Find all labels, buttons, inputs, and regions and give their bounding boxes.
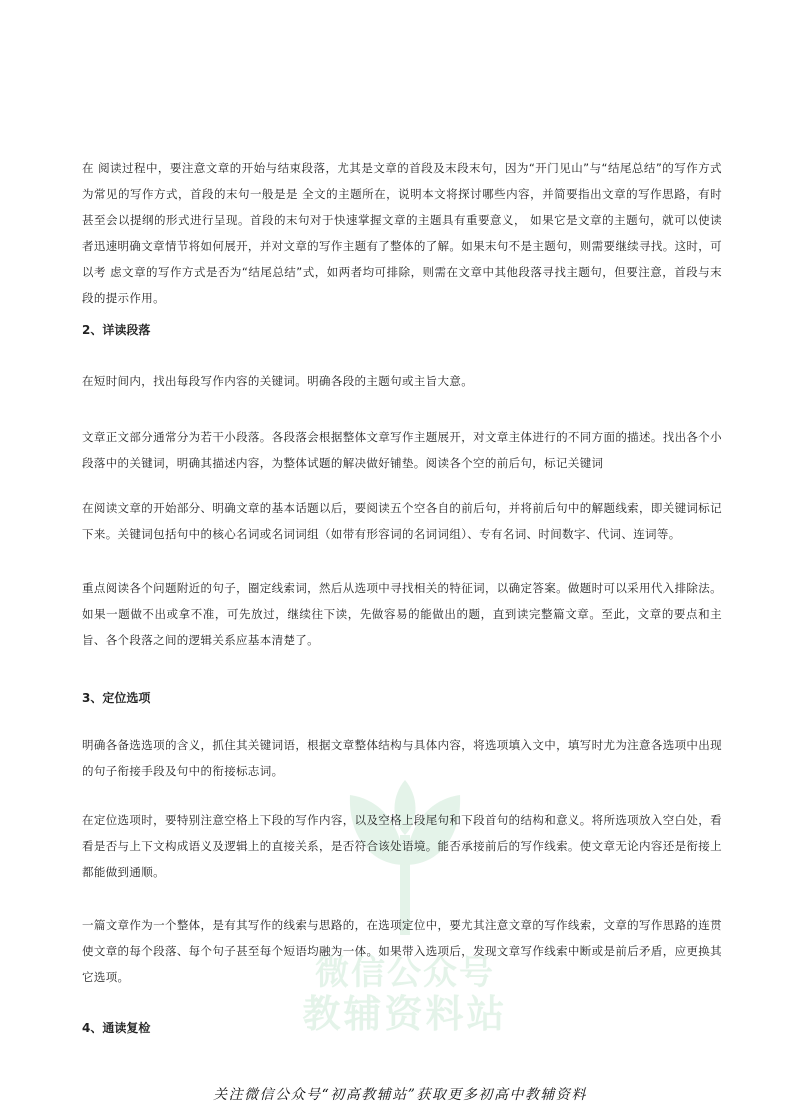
section-heading-3: 3、定位选项	[82, 691, 151, 705]
watermark-line-2: 教辅资料站	[302, 992, 508, 1036]
section-heading-4: 4、通读复检	[82, 1021, 151, 1035]
paragraph-7: 在定位选项时，要特别注意空格上下段的写作内容，以及空格上段尾句和下段首句的结构和意义。将所选项放入空白处，看看是否与上下文构成语义及逻辑上的直接关系，是否符合该处语境。能否承接前后的写作线索。使文章无论内容还是衔接上都能做到通顺。	[82, 813, 722, 879]
paragraph-8: 一篇文章作为一个整体，是有其写作的线索与思路的，在选项定位中，要尤其注意文章的写作线索，文章的写作思路的连贯使文章的每个段落、每个句子甚至每个短语均融为一体。如果带入选项后，发现文章写作线索中断或是前后矛盾，应更换其它选项。	[82, 918, 722, 984]
watermark-line-1: 微信公众号	[315, 953, 495, 993]
paragraph-2: 在短时间内，找出每段写作内容的关键词。明确各段的主题句或主旨大意。	[82, 374, 474, 388]
paragraph-3: 文章正文部分通常分为若干小段落。各段落会根据整体文章写作主题展开，对文章主体进行的不同方面的描述。找出各个小段落中的关键词，明确其描述内容，为整体试题的解决做好铺垫。阅读各个空的前后句，标记关键词	[82, 430, 722, 470]
paragraph-5: 重点阅读各个问题附近的句子，圈定线索词，然后从选项中寻找相关的特征词，以确定答案。做题时可以采用代入排除法。如果一题做不出或拿不准，可先放过，继续往下读，先做容易的能做出的题，直到读完整篇文章。至此，文章的要点和主旨、各个段落之间的逻辑关系应基本清楚了。	[82, 581, 722, 647]
paragraph-4: 在阅读文章的开始部分、明确文章的基本话题以后，要阅读五个空各自的前后句，并将前后句中的解题线索，即关键词标记下来。关键词包括句中的核心名词或名词词组（如带有形容词的名词词组）、专有名词、时间数字、代词、连词等。	[82, 501, 722, 541]
intro-paragraph: 在 阅读过程中，要注意文章的开始与结束段落，尤其是文章的首段及末段末句，因为“开门见山”与“结尾总结”的写作方式为常见的写作方式，首段的末句一般是是 全文的主题所在，说明本文将探讨哪些内容，并简要指出文章的写作思路，有时甚至会以提纲的形式进行呈现。首段的末句对于快速掌握文章的主题具有重要意义， 如果它是文章的主题句，就可以使读者迅速明确文章情节将如何展开，并对文章的写作主题有了整体的了解。如果末句不是主题句，则需要继续寻找。这时，可以考 虑文章的写作方式是否为“结尾总结”式，如两者均可排除，则需在文章中其他段落寻找主题句，但要注意，首段与末段的提示作用。	[82, 161, 722, 305]
paragraph-6: 明确各备选选项的含义，抓住其关键词语，根据文章整体结构与具体内容，将选项填入文中，填写时尤为注意各选项中出现的句子衔接手段及句中的衔接标志词。	[82, 738, 722, 778]
footer-banner: 关注微信公众号“初高教辅站”获取更多初高中教辅资料	[213, 1087, 587, 1103]
section-heading-2: 2、详读段落	[82, 323, 151, 337]
